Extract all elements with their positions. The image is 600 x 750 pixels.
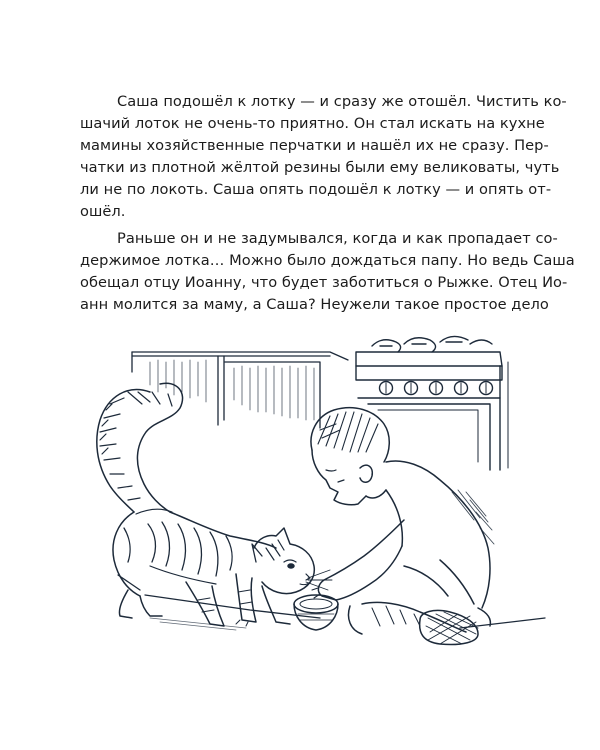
text-line: держимое лотка… Можно было дождаться папу. Но ведь Саша (80, 252, 575, 269)
text-line: мамины хозяйственные перчатки и нашёл их не сразу. Пер- (80, 137, 549, 154)
text-line: шачий лоток не очень-то приятно. Он стал искать на кухне (80, 115, 545, 132)
boy (311, 408, 494, 645)
text-line: чатки из плотной жёлтой резины были ему великоваты, чуть (80, 159, 560, 176)
text-line: ошёл. (80, 203, 126, 220)
story-text (80, 91, 575, 316)
ink-illustration (0, 320, 600, 750)
food-bowl (294, 595, 338, 630)
stove (356, 336, 508, 470)
text-line: анн молится за маму, а Саша? Неужели такое простое дело (80, 296, 549, 313)
text-line: Саша подошёл к лотку — и сразу же отошёл. Чистить ко- (117, 93, 567, 110)
text-line: ли не по локоть. Саша опять подошёл к лотку — и опять от- (80, 181, 552, 198)
text-line: Раньше он и не задумывался, когда и как пропадает со- (117, 230, 558, 247)
text-line: обещал отцу Иоанну, что будет заботиться о Рыжке. Отец Ио- (80, 274, 568, 291)
cat (97, 383, 332, 630)
